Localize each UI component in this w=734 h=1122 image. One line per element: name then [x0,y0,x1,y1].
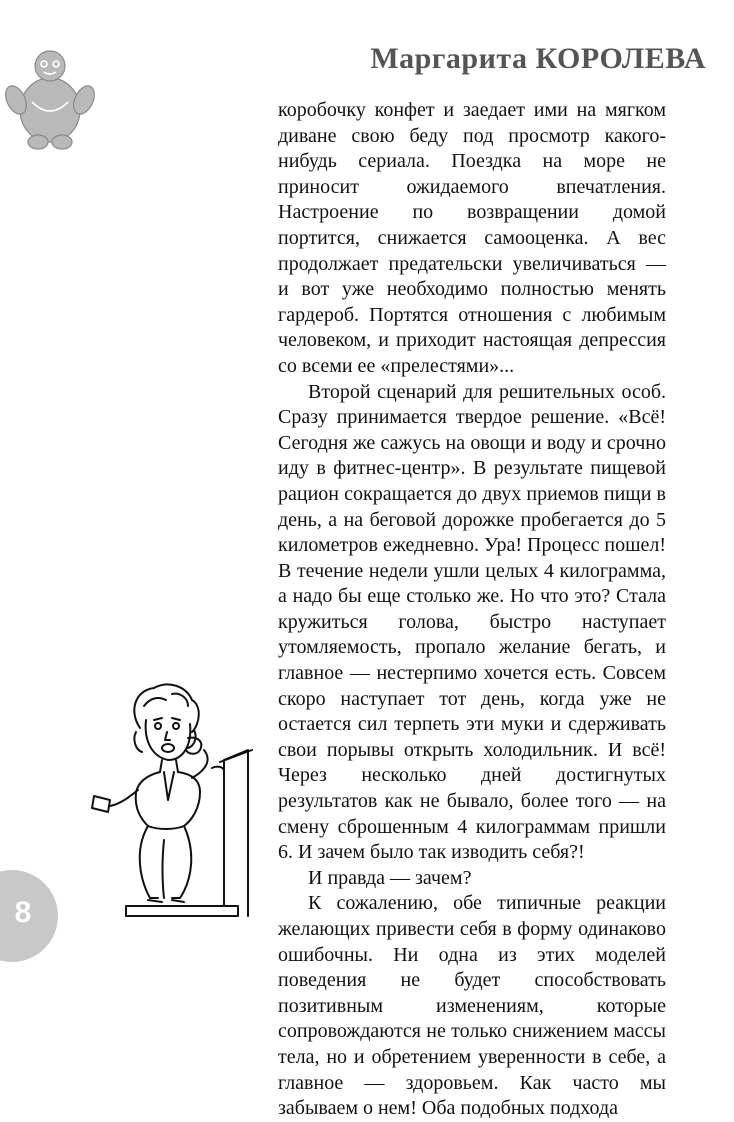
paragraph-2: Второй сценарий для решительных особ. Сразу принимается твердое решение. «Всё! Сегодня же сажусь на овощи и воду и срочно иду в фитнес-центр». В результате пищевой рацион сокращается до двух приемов пищи в день, а на беговой дорожке пробегается до 5 километров ежедневно. Ура! Процесс пошел! В течение недели ушли целых 4 килограмма, а надо бы еще столько же. Но что это? Стала кружиться голова, быстро наступает утомляемость, пропало желание бегать, и главное — нестерпимо хочется есть. Совсем скоро наступает тот день, когда уже не остается сил терпеть эти муки и сдерживать свои порывы открыть холодильник. И всё! Через несколько дней достигнутых результатов как не бывало, более того — на смену сброшенным 4 килограммам пришли 6. И зачем было так изводить себя?! [278,380,666,864]
woman-on-scale-illustration [88,680,278,928]
body-text [278,98,666,1122]
page-number: 8 [14,896,32,929]
logo-chubby-figure-icon [2,40,98,150]
running-header-author: Маргарита КОРОЛЕВА [370,42,706,75]
paragraph-4: К сожалению, обе типичные реакции желающих привести себя в форму одинаково ошибочны. Ни одна из этих моделей поведения не будет способствовать позитивным изменениям, которые сопровождаются не только снижением массы тела, но и обретением уверенности в себе, а главное — здоровьем. Как часто мы забываем о нем! Оба подобных подхода [278,892,666,1120]
paragraph-1: коробочку конфет и заедает ими на мягком диване свою беду под просмотр какого-нибудь сериала. Поездка на море не приносит ожидаемого впечатления. Настроение по возвращении домой портится, снижается самооценка. А вес продолжает предательски увеличиваться — и вот уже необходимо полностью менять гардероб. Портятся отношения с любимым человеком, и приходит настоящая депрессия со всеми ее «прелестями»... [278,99,666,377]
paragraph-3: И правда — зачем? [308,866,472,889]
